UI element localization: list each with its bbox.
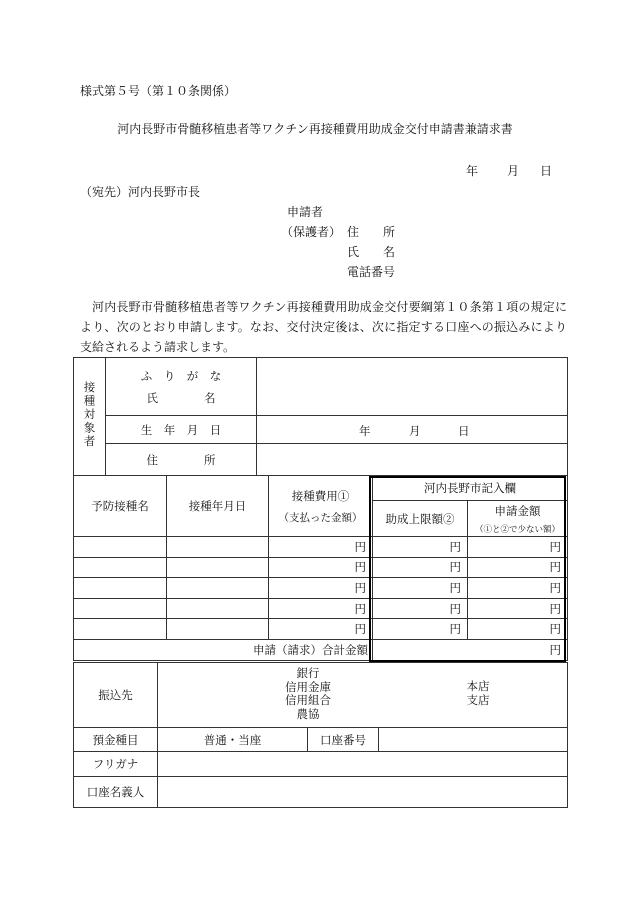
table-row: [74, 557, 568, 578]
limit-cell: 円: [373, 537, 468, 558]
date-day: 日: [540, 164, 553, 178]
total-label: 申請（請求）合計金額: [74, 639, 373, 660]
subject-name-input[interactable]: [257, 358, 568, 416]
applicant-address-label: 住 所: [347, 225, 396, 239]
subject-section-cell: [74, 358, 106, 476]
subject-address-label: 住 所: [106, 444, 257, 476]
vaccination-date-input[interactable]: [167, 537, 269, 558]
col-cost-label: 接種費用①: [291, 488, 350, 503]
vaccine-name-input[interactable]: [74, 598, 167, 619]
vaccination-date-input[interactable]: [167, 578, 269, 599]
vaccine-name-input[interactable]: [74, 557, 167, 578]
account-number-input[interactable]: [379, 728, 568, 752]
col-cost-sub: （支払った金額）: [278, 511, 363, 524]
cost-cell[interactable]: 円: [269, 537, 373, 558]
dob-label: 生 年 月 日: [106, 416, 257, 444]
transfer-label: 振込先: [74, 663, 158, 728]
table-row: [74, 619, 568, 640]
total-amount-cell: 円: [373, 639, 568, 660]
account-holder-label: 口座名義人: [74, 777, 158, 808]
subject-address-input[interactable]: [257, 444, 568, 476]
deposit-type-value[interactable]: 普通・当座: [158, 728, 308, 752]
limit-cell: 円: [373, 619, 468, 640]
branch-sub: 支店: [466, 692, 490, 707]
col-cost-header: [269, 476, 373, 537]
cost-cell[interactable]: 円: [269, 598, 373, 619]
account-number-label: 口座番号: [308, 728, 379, 752]
table-row: [74, 598, 568, 619]
city-entry-header: 河内長野市記入欄: [373, 476, 568, 501]
furigana-label: ふ り が な: [140, 368, 222, 383]
limit-cell: 円: [373, 557, 468, 578]
applicant-phone-label: 電話番号: [347, 265, 396, 279]
institution-shinkin: 信用金庫: [285, 679, 331, 694]
col-vaccine-header: 予防接種名: [74, 476, 167, 537]
vaccine-name-input[interactable]: [74, 537, 167, 558]
subject-table: [73, 357, 568, 476]
vaccination-table: [73, 475, 568, 661]
table-row: [74, 537, 568, 558]
subject-section-label: 接種対象者: [82, 381, 97, 449]
application-paragraph: 河内長野市骨髄移植患者等ワクチン再接種費用助成金交付要綱第１０条第１項の規定により、次のとおり申請します。なお、交付決定後は、次に指定する口座への振込みにより支給されるよう請求します。: [80, 300, 567, 354]
date-year: 年: [466, 164, 479, 178]
form-title: 河内長野市骨髄移植患者等ワクチン再接種費用助成金交付申請書兼請求書: [117, 122, 513, 136]
vaccination-date-input[interactable]: [167, 557, 269, 578]
date-month: 月: [507, 164, 520, 178]
branch-main: 本店: [466, 679, 490, 693]
dob-day: 日: [458, 423, 470, 438]
request-cell: 円: [468, 537, 568, 558]
applicant-name-label: 氏 名: [347, 245, 396, 259]
institution-kumiai: 信用組合: [285, 693, 331, 707]
dob-input[interactable]: [257, 416, 568, 444]
guardian-label: （保護者）: [281, 225, 342, 239]
request-cell: 円: [468, 598, 568, 619]
account-furigana-label: フリガナ: [74, 752, 158, 777]
cost-cell[interactable]: 円: [269, 578, 373, 599]
vaccination-date-input[interactable]: [167, 598, 269, 619]
institution-nokyo: 農協: [296, 706, 320, 721]
bank-table: [73, 662, 568, 808]
request-cell: 円: [468, 557, 568, 578]
col-request-sub: （①と②で少ない額）: [474, 524, 560, 535]
cost-cell[interactable]: 円: [269, 619, 373, 640]
request-cell: 円: [468, 578, 568, 599]
account-holder-input[interactable]: [158, 777, 568, 808]
col-date-header: 接種年月日: [167, 476, 269, 537]
vaccination-date-input[interactable]: [167, 619, 269, 640]
branch-types: [463, 680, 493, 707]
form-number: 様式第５号（第１０条関係）: [80, 84, 237, 98]
request-cell: 円: [468, 619, 568, 640]
bank-institution-cell[interactable]: [158, 663, 568, 728]
deposit-type-label: 預金種目: [74, 728, 158, 752]
col-request-header: [468, 501, 568, 537]
limit-cell: 円: [373, 598, 468, 619]
dob-year: 年: [359, 423, 371, 438]
institution-types: [278, 667, 338, 721]
vaccine-name-input[interactable]: [74, 578, 167, 599]
vaccine-name-input[interactable]: [74, 619, 167, 640]
addressee: （宛先）河内長野市長: [80, 185, 201, 199]
institution-bank: 銀行: [296, 666, 320, 680]
col-limit-header: 助成上限額②: [373, 501, 468, 537]
cost-cell[interactable]: 円: [269, 557, 373, 578]
account-furigana-input[interactable]: [158, 752, 568, 777]
table-row: [74, 578, 568, 599]
dob-month: 月: [409, 423, 421, 438]
limit-cell: 円: [373, 578, 468, 599]
subject-name-label-cell: [106, 358, 257, 416]
col-request-label: 申請金額: [494, 503, 541, 518]
applicant-label: 申請者: [287, 205, 324, 219]
subject-name-label: 氏 名: [146, 390, 216, 405]
